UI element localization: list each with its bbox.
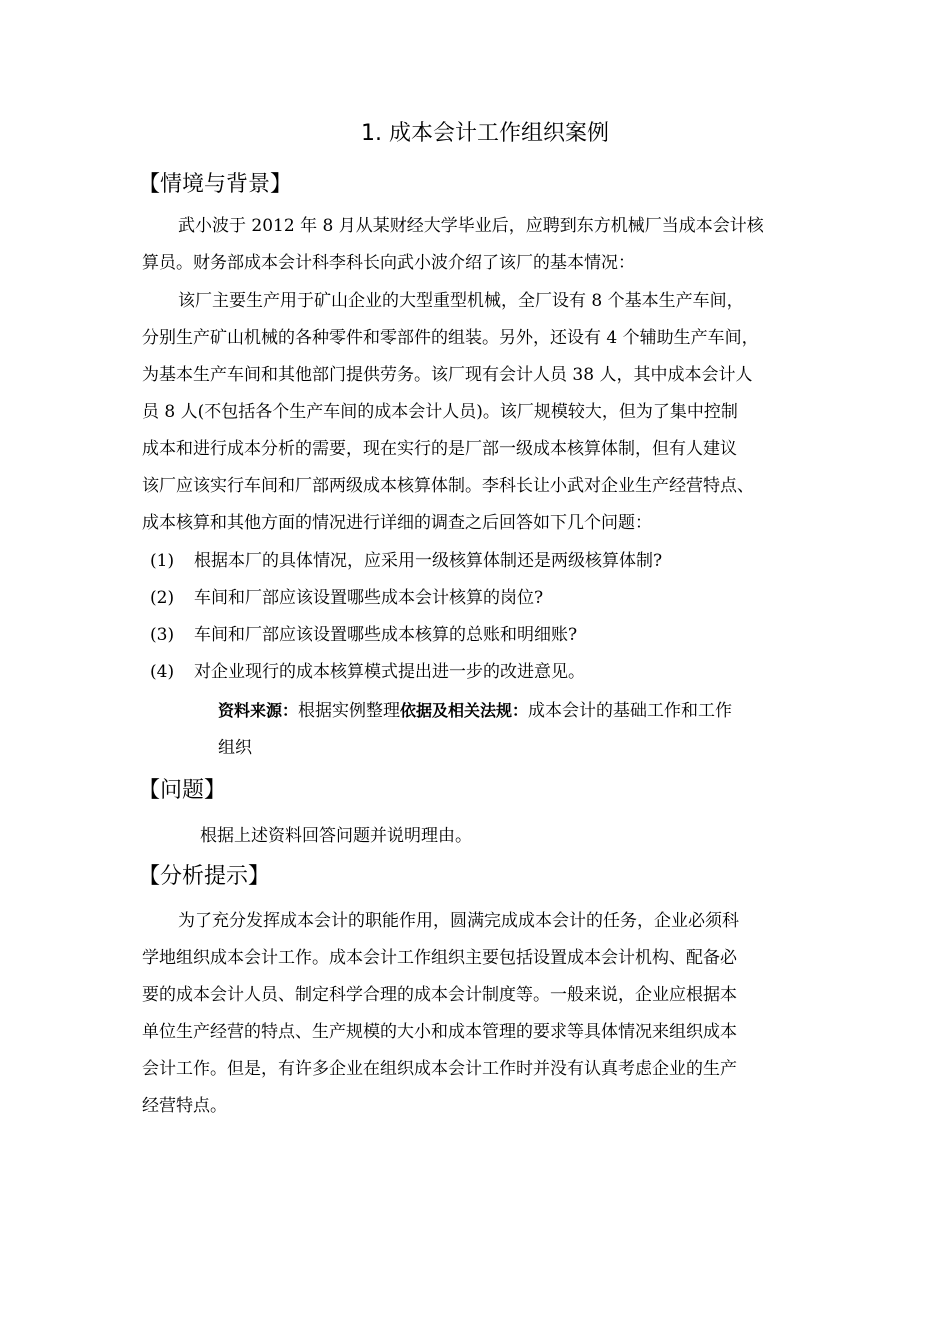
question-item	[150, 543, 830, 580]
paragraph-line: 单位生产经营的特点、生产规模的大小和成本管理的要求等具体情况来组织成本	[142, 1022, 737, 1042]
question-item	[150, 654, 830, 691]
question-text: 根据本厂的具体情况，应采用一级核算体制还是两级核算体制?	[194, 551, 663, 571]
paragraph-line: 为基本生产车间和其他部门提供劳务。该厂现有会计人员 38 人，其中成本会计人	[142, 365, 753, 385]
question-instruction	[200, 818, 820, 855]
source-note	[218, 692, 828, 767]
section-heading-question: 【问题】	[138, 778, 227, 803]
paragraph-line: 学地组织成本会计工作。成本会计工作组织主要包括设置成本会计机构、配备必	[142, 948, 737, 968]
paragraph-line: 分别生产矿山机械的各种零件和零部件的组装。另外，还设有 4 个辅助生产车间，	[142, 328, 759, 348]
paragraph-line: 根据上述资料回答问题并说明理由。	[200, 826, 472, 846]
regulation-text: 成本会计的基础工作和工作	[528, 701, 733, 721]
source-line: 组织	[218, 738, 252, 758]
paragraph-line: 该厂主要生产用于矿山企业的大型重型机械，全厂设有 8 个基本生产车间，	[178, 291, 744, 311]
source-text: 根据实例整理	[298, 701, 401, 721]
paragraph-line: 会计工作。但是，有许多企业在组织成本会计工作时并没有认真考虑企业的生产	[142, 1059, 737, 1079]
paragraph-line: 要的成本会计人员、制定科学合理的成本会计制度等。一般来说，企业应根据本	[142, 985, 737, 1005]
question-number: (2)	[150, 588, 175, 608]
paragraph-line: 成本核算和其他方面的情况进行详细的调查之后回答如下几个问题：	[142, 513, 652, 533]
analysis-paragraph	[142, 903, 832, 1125]
paragraph-line: 员 8 人(不包括各个生产车间的成本会计人员)。该厂规模较大，但为了集中控制	[142, 402, 738, 422]
paragraph-line: 成本和进行成本分析的需要，现在实行的是厂部一级成本核算体制，但有人建议	[142, 439, 737, 459]
question-item	[150, 580, 830, 617]
background-paragraph-2	[142, 283, 832, 542]
regulation-label: 依据及相关法规：	[400, 701, 529, 720]
paragraph-line: 经营特点。	[142, 1096, 227, 1116]
question-text: 对企业现行的成本核算模式提出进一步的改进意见。	[194, 662, 585, 682]
source-label: 资料来源：	[218, 701, 299, 720]
paragraph-line: 算员。财务部成本会计科李科长向武小波介绍了该厂的基本情况：	[142, 253, 635, 273]
paragraph-line: 该厂应该实行车间和厂部两级成本核算体制。李科长让小武对企业生产经营特点、	[142, 476, 754, 496]
section-heading-background: 【情境与背景】	[138, 172, 293, 197]
question-item	[150, 617, 830, 654]
question-number: (1)	[150, 551, 175, 571]
question-number: (3)	[150, 625, 175, 645]
paragraph-line: 为了充分发挥成本会计的职能作用，圆满完成成本会计的任务，企业必须科	[178, 911, 739, 931]
question-text: 车间和厂部应该设置哪些成本会计核算的岗位?	[194, 588, 544, 608]
background-paragraph-1	[142, 208, 832, 282]
question-text: 车间和厂部应该设置哪些成本核算的总账和明细账?	[194, 625, 578, 645]
paragraph-line: 武小波于 2012 年 8 月从某财经大学毕业后，应聘到东方机械厂当成本会计核	[178, 216, 764, 236]
question-number: (4)	[150, 662, 175, 682]
document-title: 1. 成本会计工作组织案例	[361, 121, 609, 146]
source-line	[218, 692, 828, 730]
question-list	[150, 543, 830, 691]
section-heading-analysis: 【分析提示】	[138, 864, 271, 889]
